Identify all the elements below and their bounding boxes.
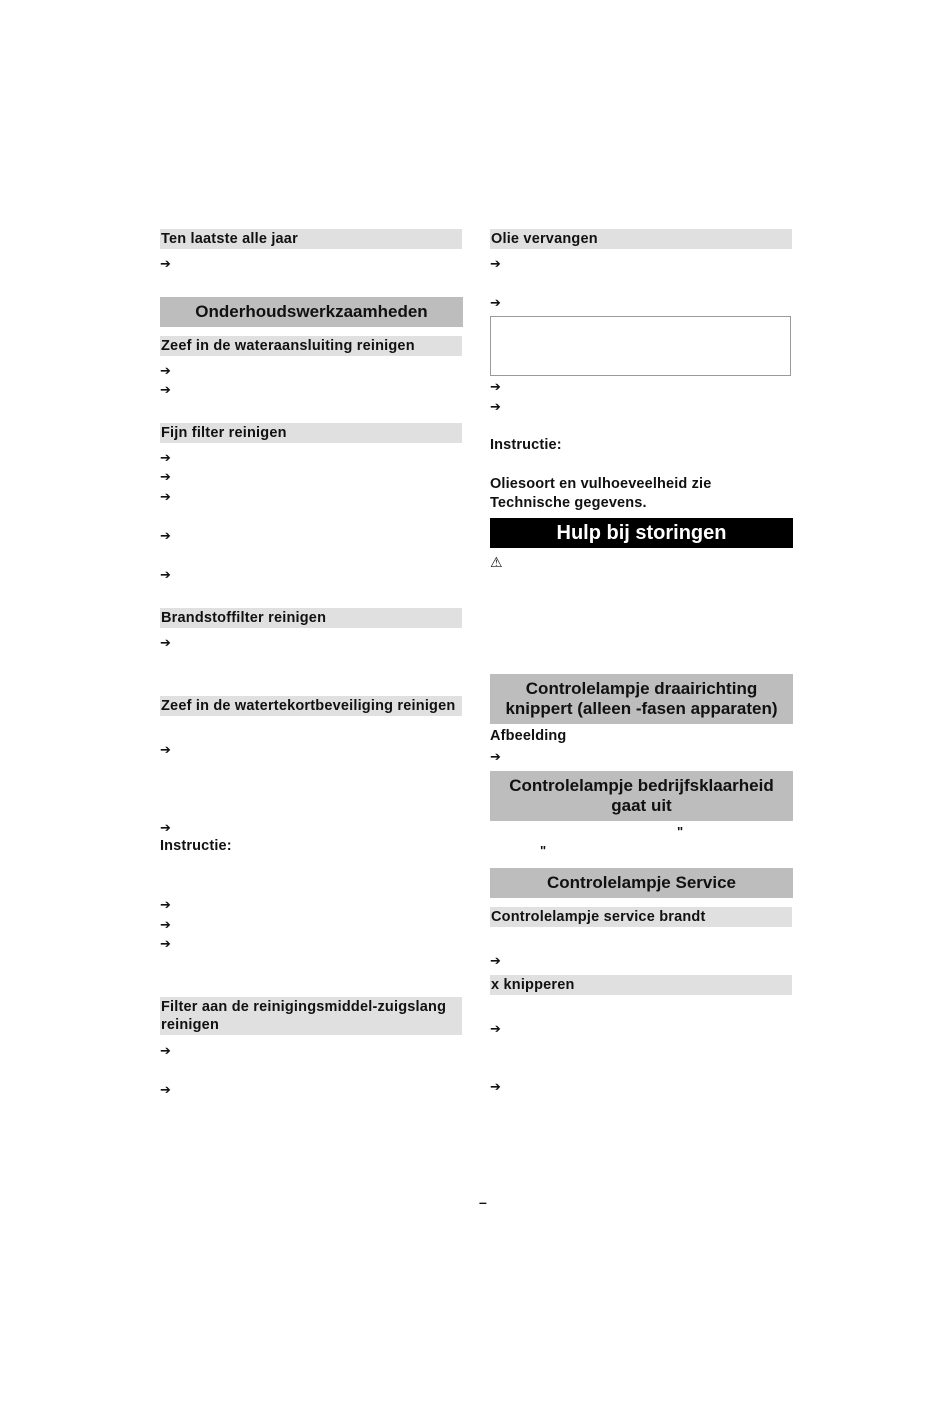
arrow-icon: ➔ <box>160 567 171 582</box>
arrow-icon: ➔ <box>160 469 171 484</box>
heading-zeef-watertekort: Zeef in de watertekortbeveiliging reinigen <box>160 696 462 716</box>
section-draairichting: Controlelampje draairichting knippert (alleen -fasen apparaten) <box>490 674 793 724</box>
heading-service-brandt: Controlelampje service brandt <box>490 907 792 927</box>
arrow-icon: ➔ <box>160 256 171 271</box>
arrow-icon: ➔ <box>490 256 501 271</box>
section-service: Controlelampje Service <box>490 868 793 898</box>
arrow-icon: ➔ <box>490 379 501 394</box>
warning-icon: ⚠ <box>490 554 503 570</box>
arrow-icon: ➔ <box>160 635 171 650</box>
heading-zeef-wateraansluiting: Zeef in de wateraansluiting reinigen <box>160 336 462 356</box>
arrow-icon: ➔ <box>160 450 171 465</box>
arrow-icon: ➔ <box>490 1079 501 1094</box>
heading-fijn-filter: Fijn filter reinigen <box>160 423 462 443</box>
figure-label: Afbeelding <box>490 728 567 744</box>
arrow-icon: ➔ <box>160 936 171 951</box>
heading-brandstoffilter: Brandstoffilter reinigen <box>160 608 462 628</box>
arrow-icon: ➔ <box>490 1021 501 1036</box>
arrow-icon: ➔ <box>160 1082 171 1097</box>
arrow-icon: ➔ <box>160 897 171 912</box>
arrow-icon: ➔ <box>160 1043 171 1058</box>
arrow-icon: ➔ <box>160 742 171 757</box>
section-hulp-bij-storingen: Hulp bij storingen <box>490 518 793 548</box>
arrow-icon: ➔ <box>160 820 171 835</box>
arrow-icon: ➔ <box>490 749 501 764</box>
oil-note: Oliesoort en vulhoeveelheid zie Technische gegevens. <box>490 476 712 511</box>
note-box <box>490 316 791 376</box>
arrow-icon: ➔ <box>160 917 171 932</box>
section-onderhoud: Onderhoudswerkzaamheden <box>160 297 463 327</box>
heading-ten-laatste: Ten laatste alle jaar <box>160 229 462 249</box>
arrow-icon: ➔ <box>490 953 501 968</box>
heading-olie-vervangen: Olie vervangen <box>490 229 792 249</box>
arrow-icon: ➔ <box>490 295 501 310</box>
page-number-dash: – <box>479 1194 487 1210</box>
heading-filter-zuigslang: Filter aan de reinigingsmiddel-zuigslang reinigen <box>160 997 462 1035</box>
arrow-icon: ➔ <box>160 363 171 378</box>
arrow-icon: ➔ <box>160 528 171 543</box>
arrow-icon: ➔ <box>490 399 501 414</box>
quote-mark: " <box>540 843 547 858</box>
arrow-icon: ➔ <box>160 489 171 504</box>
section-bedrijfsklaarheid: Controlelampje bedrijfsklaarheid gaat uit <box>490 771 793 821</box>
arrow-icon: ➔ <box>160 382 171 397</box>
heading-x-knipperen: x knipperen <box>490 975 792 995</box>
note-label: Instructie: <box>490 437 562 453</box>
note-label: Instructie: <box>160 838 232 854</box>
quote-mark: " <box>677 824 684 839</box>
